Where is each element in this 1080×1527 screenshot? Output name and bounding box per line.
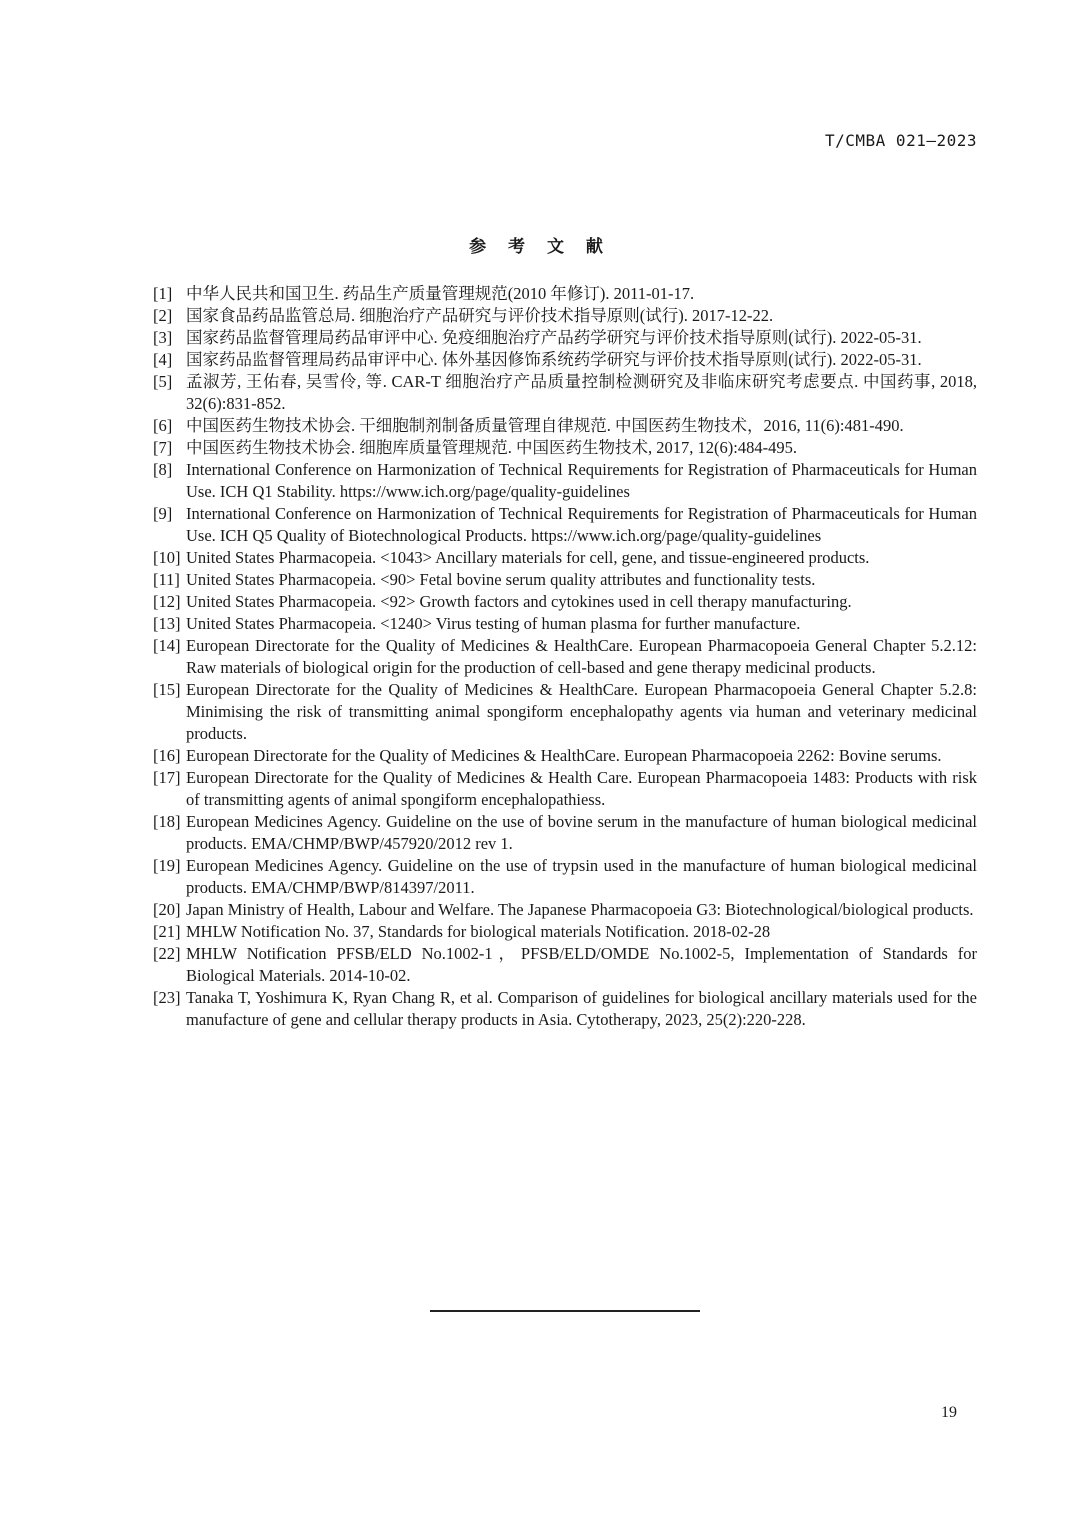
reference-item xyxy=(153,349,977,371)
reference-number: [22] xyxy=(153,944,181,963)
reference-text: United States Pharmacopeia. <1240> Virus testing of human plasma for further manufacture. xyxy=(186,614,801,633)
reference-number: [12] xyxy=(153,592,181,611)
reference-number: [23] xyxy=(153,988,181,1007)
reference-text: 国家药品监督管理局药品审评中心. 免疫细胞治疗产品药学研究与评价技术指导原则(试行). 2022-05-31. xyxy=(186,328,922,347)
reference-text: 孟淑芳, 王佑春, 吴雪伶, 等. CAR-T 细胞治疗产品质量控制检测研究及非临床研究考虑要点. 中国药事, 2018, 32(6):831-852. xyxy=(186,372,977,413)
reference-item xyxy=(153,547,977,569)
reference-text: Tanaka T, Yoshimura K, Ryan Chang R, et al. Comparison of guidelines for biological ancillary materials used for the manufacture of gene and cellular therapy products in Asia. Cytotherapy, 2023, 25(2):220-228. xyxy=(186,988,977,1029)
reference-text: European Directorate for the Quality of Medicines & HealthCare. European Pharmacopoeia General Chapter 5.2.12: Raw materials of biological origin for the production of cell-based and gene therapy medicinal products. xyxy=(186,636,977,677)
reference-text: International Conference on Harmonization of Technical Requirements for Registration of Pharmaceuticals for Human Use. ICH Q5 Quality of Biotechnological Products. https://www.ich.org/page/quality-guidelines xyxy=(186,504,977,545)
reference-text: European Directorate for the Quality of Medicines & HealthCare. European Pharmacopoeia 2262: Bovine serums. xyxy=(186,746,942,765)
reference-item xyxy=(153,415,977,437)
reference-number: [4] xyxy=(153,350,173,369)
reference-text: International Conference on Harmonization of Technical Requirements for Registration of Pharmaceuticals for Human Use. ICH Q1 Stability. https://www.ich.org/page/quality-guidelines xyxy=(186,460,977,501)
reference-text: United States Pharmacopeia. <92> Growth factors and cytokines used in cell therapy manufacturing. xyxy=(186,592,852,611)
reference-item xyxy=(153,305,977,327)
reference-item xyxy=(153,811,977,855)
reference-number: [17] xyxy=(153,768,181,787)
reference-item xyxy=(153,283,977,305)
reference-item xyxy=(153,745,977,767)
reference-item xyxy=(153,371,977,415)
reference-list xyxy=(153,283,977,1031)
reference-text: European Directorate for the Quality of Medicines & Health Care. European Pharmacopoeia 1483: Products with risk of transmitting agents of animal spongiform encephalopathiess. xyxy=(186,768,977,809)
reference-text: 国家药品监督管理局药品审评中心. 体外基因修饰系统药学研究与评价技术指导原则(试行). 2022-05-31. xyxy=(186,350,922,369)
document-code: T/CMBA 021—2023 xyxy=(825,131,977,150)
reference-number: [2] xyxy=(153,306,173,325)
reference-number: [18] xyxy=(153,812,181,831)
reference-text: United States Pharmacopeia. <90> Fetal bovine serum quality attributes and functionality tests. xyxy=(186,570,816,589)
reference-number: [11] xyxy=(153,570,180,589)
reference-item xyxy=(153,503,977,547)
reference-item xyxy=(153,767,977,811)
reference-text: Japan Ministry of Health, Labour and Welfare. The Japanese Pharmacopoeia G3: Biotechnological/biological products. xyxy=(186,900,974,919)
reference-item xyxy=(153,613,977,635)
reference-number: [8] xyxy=(153,460,173,479)
reference-text: 中华人民共和国卫生. 药品生产质量管理规范(2010 年修订). 2011-01-17. xyxy=(186,284,695,303)
reference-item xyxy=(153,635,977,679)
reference-text: MHLW Notification PFSB/ELD No.1002-1，PFSB/ELD/OMDE No.1002-5, Implementation of Standards for Biological Materials. 2014-10-02. xyxy=(186,944,977,985)
reference-item xyxy=(153,921,977,943)
reference-number: [1] xyxy=(153,284,173,303)
reference-number: [6] xyxy=(153,416,173,435)
reference-number: [20] xyxy=(153,900,181,919)
reference-text: 中国医药生物技术协会. 细胞库质量管理规范. 中国医药生物技术, 2017, 12(6):484-495. xyxy=(186,438,797,457)
reference-number: [3] xyxy=(153,328,173,347)
section-title: 参 考 文 献 xyxy=(469,237,611,257)
reference-item xyxy=(153,987,977,1031)
reference-number: [15] xyxy=(153,680,181,699)
reference-text: 国家食品药品监管总局. 细胞治疗产品研究与评价技术指导原则(试行). 2017-12-22. xyxy=(186,306,774,325)
reference-item xyxy=(153,943,977,987)
reference-number: [5] xyxy=(153,372,173,391)
reference-number: [9] xyxy=(153,504,173,523)
reference-text: 中国医药生物技术协会. 干细胞制剂制备质量管理自律规范. 中国医药生物技术，2016, 11(6):481-490. xyxy=(186,416,904,435)
reference-item xyxy=(153,591,977,613)
reference-text: European Directorate for the Quality of Medicines & HealthCare. European Pharmacopoeia General Chapter 5.2.8: Minimising the risk of transmitting animal spongiform encephalopathy agents via human and veterinary medicinal products. xyxy=(186,680,977,743)
reference-number: [19] xyxy=(153,856,181,875)
reference-item xyxy=(153,855,977,899)
reference-text: European Medicines Agency. Guideline on the use of bovine serum in the manufacture of human biological medicinal products. EMA/CHMP/BWP/457920/2012 rev 1. xyxy=(186,812,977,853)
reference-text: United States Pharmacopeia. <1043> Ancillary materials for cell, gene, and tissue-engineered products. xyxy=(186,548,870,567)
reference-text: MHLW Notification No. 37, Standards for biological materials Notification. 2018-02-28 xyxy=(186,922,771,941)
reference-item xyxy=(153,679,977,745)
reference-item xyxy=(153,327,977,349)
end-of-content-rule xyxy=(430,1310,700,1312)
reference-item xyxy=(153,899,977,921)
reference-item xyxy=(153,569,977,591)
reference-number: [14] xyxy=(153,636,181,655)
reference-item xyxy=(153,437,977,459)
reference-item xyxy=(153,459,977,503)
reference-number: [10] xyxy=(153,548,181,567)
reference-number: [21] xyxy=(153,922,181,941)
reference-number: [16] xyxy=(153,746,181,765)
reference-text: European Medicines Agency. Guideline on the use of trypsin used in the manufacture of human biological medicinal products. EMA/CHMP/BWP/814397/2011. xyxy=(186,856,977,897)
page-number: 19 xyxy=(941,1404,957,1421)
reference-number: [13] xyxy=(153,614,181,633)
reference-number: [7] xyxy=(153,438,173,457)
